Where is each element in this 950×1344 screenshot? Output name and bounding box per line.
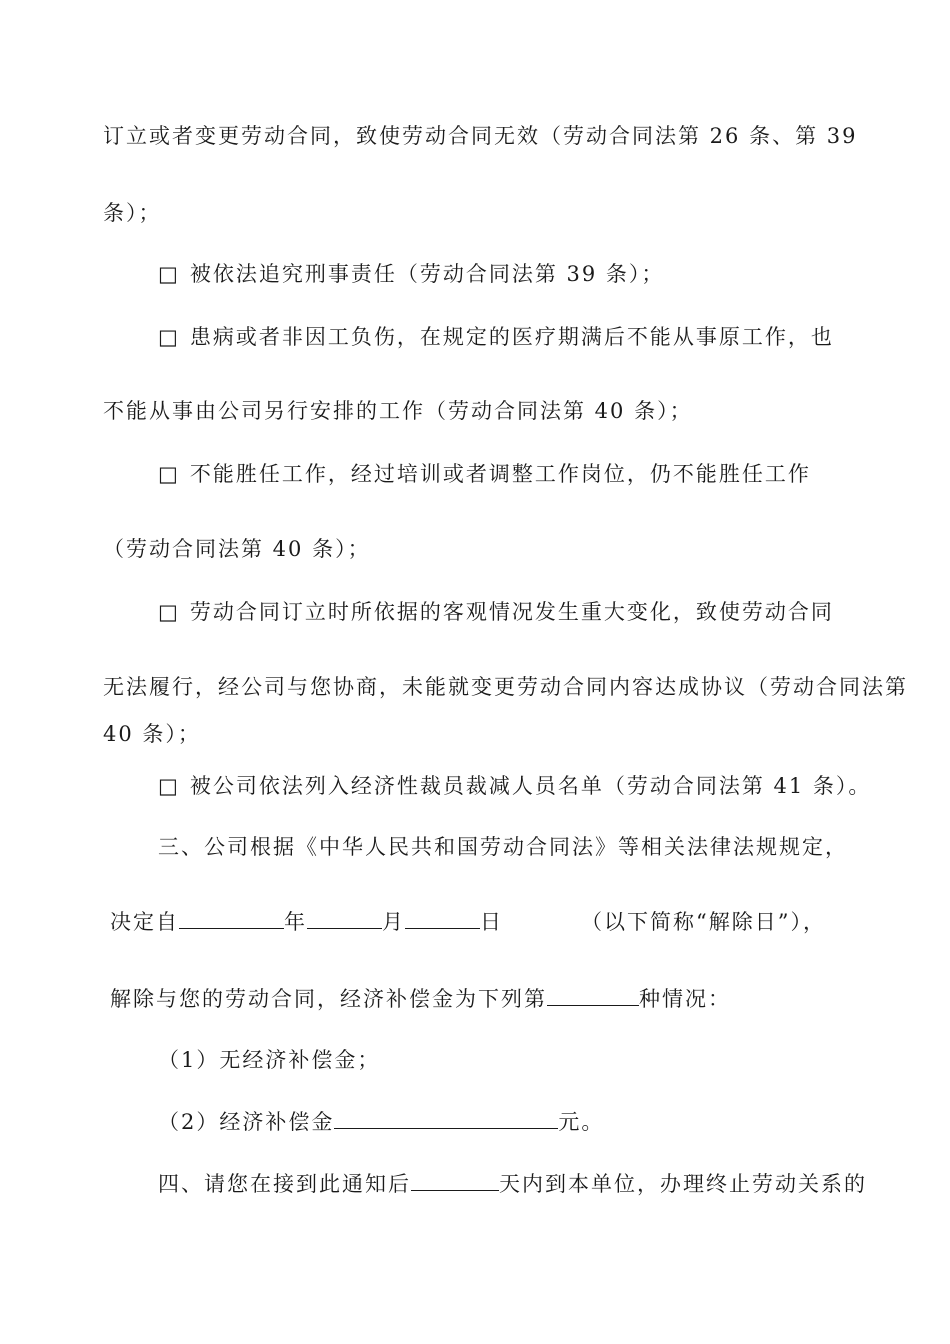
month-label: 月: [382, 910, 405, 934]
section4-suffix: 天内到本单位，办理终止劳动关系的: [499, 1172, 867, 1196]
text-line: 订立或者变更劳动合同，致使劳动合同无效（劳动合同法第 26 条、第 39: [103, 124, 858, 148]
section-three-heading: 三、公司根据《中华人民共和国劳动合同法》等相关法律法规规定，: [158, 835, 848, 859]
decision-prefix: 决定自: [110, 910, 179, 934]
days-blank[interactable]: [411, 1168, 499, 1191]
checklist-item-text: 患病或者非因工负伤，在规定的医疗期满后不能从事原工作，也: [189, 325, 834, 349]
checklist-item: [158, 771, 871, 801]
compensation-suffix: 种情况：: [639, 987, 731, 1011]
case-number-blank[interactable]: [547, 983, 639, 1006]
year-label: 年: [284, 910, 307, 934]
decision-date-line: [110, 906, 826, 937]
text-line: （劳动合同法第 40 条）；: [103, 537, 371, 561]
checklist-item-text: 不能胜任工作，经过培训或者调整工作岗位，仍不能胜任工作: [189, 462, 811, 486]
section4-prefix: 四、请您在接到此通知后: [158, 1172, 411, 1196]
checklist-item: [158, 322, 834, 352]
section-four-line: [158, 1168, 867, 1199]
termination-date-note: （以下简称“解除日”），: [581, 910, 826, 934]
text-line: 无法履行，经公司与您协商，未能就变更劳动合同内容达成协议（劳动合同法第: [103, 675, 908, 699]
checkbox-icon[interactable]: □: [158, 600, 178, 624]
year-blank[interactable]: [179, 906, 284, 929]
checkbox-icon[interactable]: □: [158, 774, 178, 798]
text-line: 40 条）；: [103, 722, 201, 746]
option2-suffix: 元。: [558, 1110, 605, 1134]
day-label: 日: [480, 910, 503, 934]
month-blank[interactable]: [307, 906, 382, 929]
checklist-item-text: 被依法追究刑事责任（劳动合同法第 39 条）；: [189, 262, 665, 286]
checklist-item-text: 被公司依法列入经济性裁员裁减人员名单（劳动合同法第 41 条）。: [189, 774, 872, 798]
text-line: 不能从事由公司另行安排的工作（劳动合同法第 40 条）；: [103, 399, 693, 423]
compensation-prefix: 解除与您的劳动合同，经济补偿金为下列第: [110, 987, 547, 1011]
option2-prefix: （2）经济补偿金: [158, 1110, 335, 1134]
option-no-compensation: （1）无经济补偿金；: [158, 1048, 381, 1072]
checkbox-icon[interactable]: □: [158, 325, 178, 349]
checklist-item: [158, 459, 811, 489]
checklist-item: [158, 259, 664, 289]
day-blank[interactable]: [405, 906, 480, 929]
checkbox-icon[interactable]: □: [158, 262, 178, 286]
checklist-item-text: 劳动合同订立时所依据的客观情况发生重大变化，致使劳动合同: [189, 600, 834, 624]
option-compensation-amount: [158, 1106, 604, 1137]
text-line: 条）；: [103, 201, 162, 225]
checklist-item: [158, 597, 834, 627]
checkbox-icon[interactable]: □: [158, 462, 178, 486]
compensation-line: [110, 983, 731, 1014]
amount-blank[interactable]: [334, 1106, 558, 1129]
